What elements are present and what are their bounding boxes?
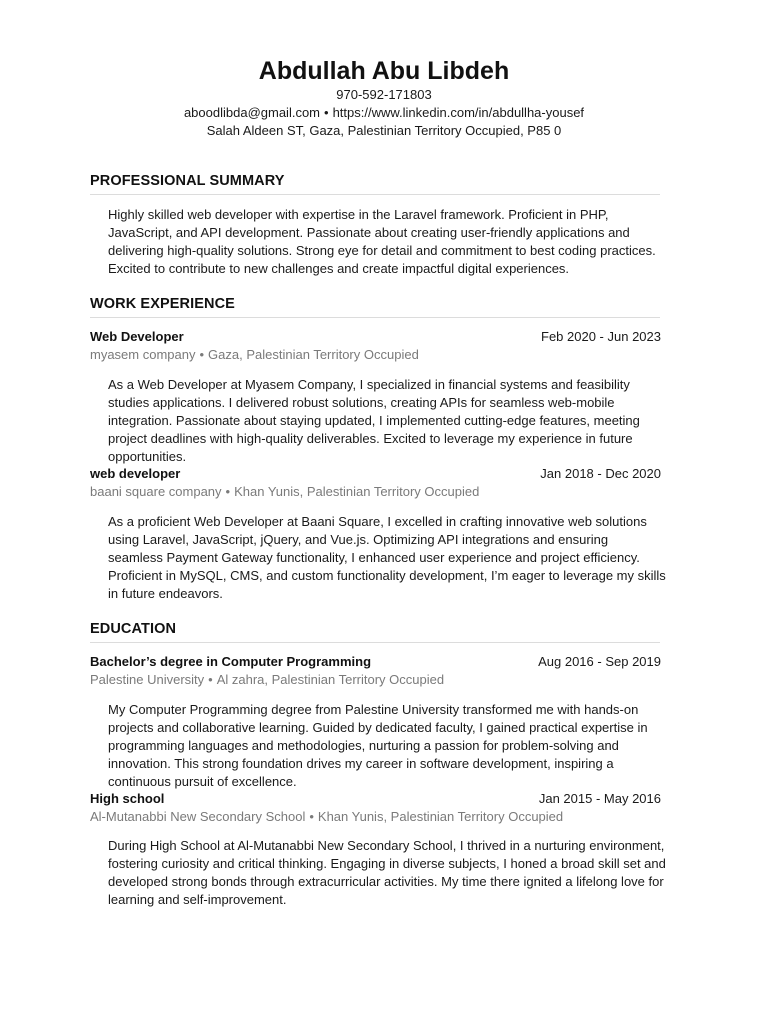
job-dates: Jan 2018 - Dec 2020	[540, 466, 661, 481]
school-name: Al-Mutanabbi New Secondary School	[90, 809, 306, 824]
sub-separator: •	[309, 809, 314, 824]
school-location	[90, 808, 661, 826]
education-entry-header	[90, 790, 661, 826]
school-name: Palestine University	[90, 672, 205, 687]
education-dates: Jan 2015 - May 2016	[538, 791, 661, 806]
resume-header	[0, 56, 768, 140]
job-company-location	[90, 483, 661, 501]
work-experience-heading: WORK EXPERIENCE	[90, 296, 660, 318]
degree-title: Bachelor’s degree in Computer Programming	[90, 654, 372, 669]
summary-text: Highly skilled web developer with expertise in the Laravel framework. Proficient in PHP, JavaScript, and API development. Passionate about creating user-friendly applications and delivering high-quality solutions. Strong eye for detail and commitment to best coding practices. Excited to contribute to new challenges and create impactful digital experiences.	[108, 207, 656, 276]
school-location-text: Khan Yunis, Palestinian Territory Occupied	[317, 809, 564, 824]
school-location	[90, 671, 661, 689]
phone-number: 970-592-171803	[336, 87, 432, 102]
job-dates: Feb 2020 - Jun 2023	[541, 329, 661, 344]
job-title: Web Developer	[90, 329, 184, 344]
company-location: Gaza, Palestinian Territory Occupied	[208, 347, 419, 362]
address: Salah Aldeen ST, Gaza, Palestinian Territory Occupied, P85 0	[206, 123, 562, 138]
summary-heading: PROFESSIONAL SUMMARY	[90, 173, 660, 195]
company-name: baani square company	[90, 484, 222, 499]
company-location: Khan Yunis, Palestinian Territory Occupied	[234, 484, 480, 499]
education-entry-header	[90, 653, 661, 689]
work-entry-header	[90, 328, 661, 364]
education-description: During High School at Al-Mutanabbi New Secondary School, I thrived in a nurturing environment, fostering curiosity and critical thinking. Engaging in diverse subjects, I honed a broad skill set and developed strong bonds through extracurricular activities. My time there ignited a lifelong love for learning and self-improvement.	[108, 838, 666, 907]
job-title: web developer	[90, 466, 181, 481]
degree-title: High school	[90, 791, 165, 806]
sub-separator: •	[225, 484, 231, 499]
sub-separator: •	[199, 347, 205, 362]
contact-separator: •	[324, 105, 329, 120]
company-name: myasem company	[90, 347, 196, 362]
school-location-text: Al zahra, Palestinian Territory Occupied	[216, 672, 445, 687]
education-dates: Aug 2016 - Sep 2019	[538, 654, 661, 669]
linkedin-link[interactable]: https://www.linkedin.com/in/abdullha-yousef	[332, 105, 585, 120]
job-description: As a Web Developer at Myasem Company, I specialized in financial systems and feasibility studies applications. I delivered robust solutions, creating APIs for seamless web-mobile integration. Passionate about staying updated, I implemented cutting-edge features, meeting project deadlines with high-quality deliverables. Excited to leverage my experience in future opportunities.	[108, 377, 640, 464]
job-company-location	[90, 346, 661, 364]
candidate-name: Abdullah Abu Libdeh	[258, 57, 510, 85]
email-link[interactable]: aboodlibda@gmail.com	[183, 105, 321, 120]
contact-line	[0, 104, 768, 122]
job-description: As a proficient Web Developer at Baani Square, I excelled in crafting innovative web solutions using Laravel, JavaScript, jQuery, and Vue.js. Optimizing API integrations and ensuring seamless Payment Gateway functionality, I enhanced user experience and project efficiency. Proficient in MySQL, CMS, and custom functionality development, I’m eager to leverage my skills in future endeavors.	[108, 514, 666, 601]
education-heading: EDUCATION	[90, 621, 660, 643]
sub-separator: •	[208, 672, 213, 687]
education-description: My Computer Programming degree from Palestine University transformed me with hands-on projects and collaborative learning. Guided by dedicated faculty, I gained practical expertise in programming languages and methodologies, nurturing a passion for problem-solving and innovation. This strong foundation drives my career in software development, inspiring a continuous pursuit of excellence.	[108, 702, 648, 789]
work-entry-header	[90, 465, 661, 501]
